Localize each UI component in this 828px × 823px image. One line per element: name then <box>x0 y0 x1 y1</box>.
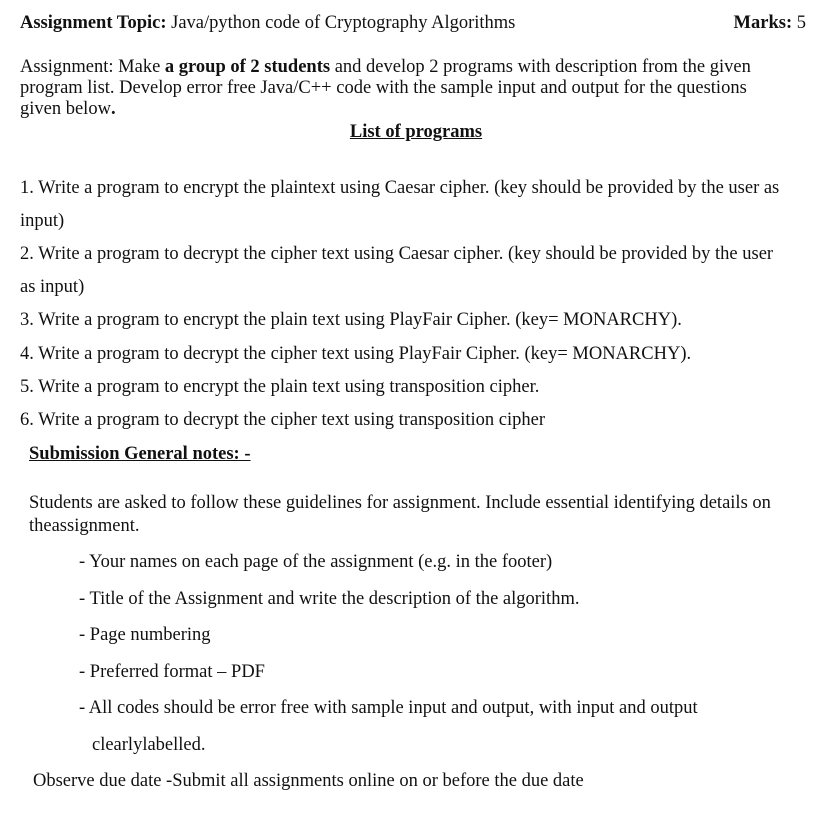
program-2-line-2: as input) <box>20 277 85 297</box>
program-2-line-1: 2. Write a program to decrypt the cipher text using Caesar cipher. (key should be provided by the user <box>20 244 774 264</box>
program-1-line-1: 1. Write a program to encrypt the plaintext using Caesar cipher. (key should be provided by the user as <box>20 178 780 198</box>
guideline-page-numbering: - Page numbering <box>79 625 211 645</box>
marks-label: Marks: <box>733 13 793 33</box>
guideline-codes-continuation: clearlylabelled. <box>92 735 206 755</box>
guideline-codes: - All codes should be error free with sample input and output, with input and output <box>79 698 698 718</box>
program-1-line-2: input) <box>20 211 65 231</box>
topic-value: Java/python code of Cryptography Algorithms <box>171 13 516 33</box>
guideline-format: - Preferred format – PDF <box>79 662 265 682</box>
programs-heading: List of programs <box>349 122 483 142</box>
intro-line-3-period: . <box>110 99 116 119</box>
guideline-names: - Your names on each page of the assignment (e.g. in the footer) <box>79 552 553 572</box>
intro-group-bold: a group of 2 students <box>164 57 331 77</box>
program-6: 6. Write a program to decrypt the cipher text using transposition cipher <box>20 410 545 430</box>
intro-line-3-text: given below <box>20 99 111 119</box>
intro-text-a: Assignment: Make <box>20 57 165 77</box>
submission-intro-line-1: Students are asked to follow these guidelines for assignment. Include essential identifying details on <box>29 493 771 513</box>
program-3: 3. Write a program to encrypt the plain text using PlayFair Cipher. (key= MONARCHY). <box>20 310 682 330</box>
marks <box>734 12 806 34</box>
submission-heading: Submission General notes: - <box>29 444 251 464</box>
intro-line-3 <box>20 98 810 120</box>
intro-line-1 <box>20 56 810 78</box>
assignment-topic <box>20 12 515 34</box>
guideline-title: - Title of the Assignment and write the description of the algorithm. <box>79 589 580 609</box>
program-5: 5. Write a program to encrypt the plain text using transposition cipher. <box>20 377 540 397</box>
marks-value: 5 <box>796 13 806 33</box>
topic-label: Assignment Topic: <box>20 13 167 33</box>
intro-text-b: and develop 2 programs with description from the given <box>330 57 751 77</box>
submission-intro-line-2: theassignment. <box>29 516 140 536</box>
program-4: 4. Write a program to decrypt the cipher text using PlayFair Cipher. (key= MONARCHY). <box>20 344 692 364</box>
intro-line-2: program list. Develop error free Java/C++ code with the sample input and output for the questions <box>20 78 747 98</box>
due-date-note: Observe due date -Submit all assignments online on or before the due date <box>33 771 584 791</box>
